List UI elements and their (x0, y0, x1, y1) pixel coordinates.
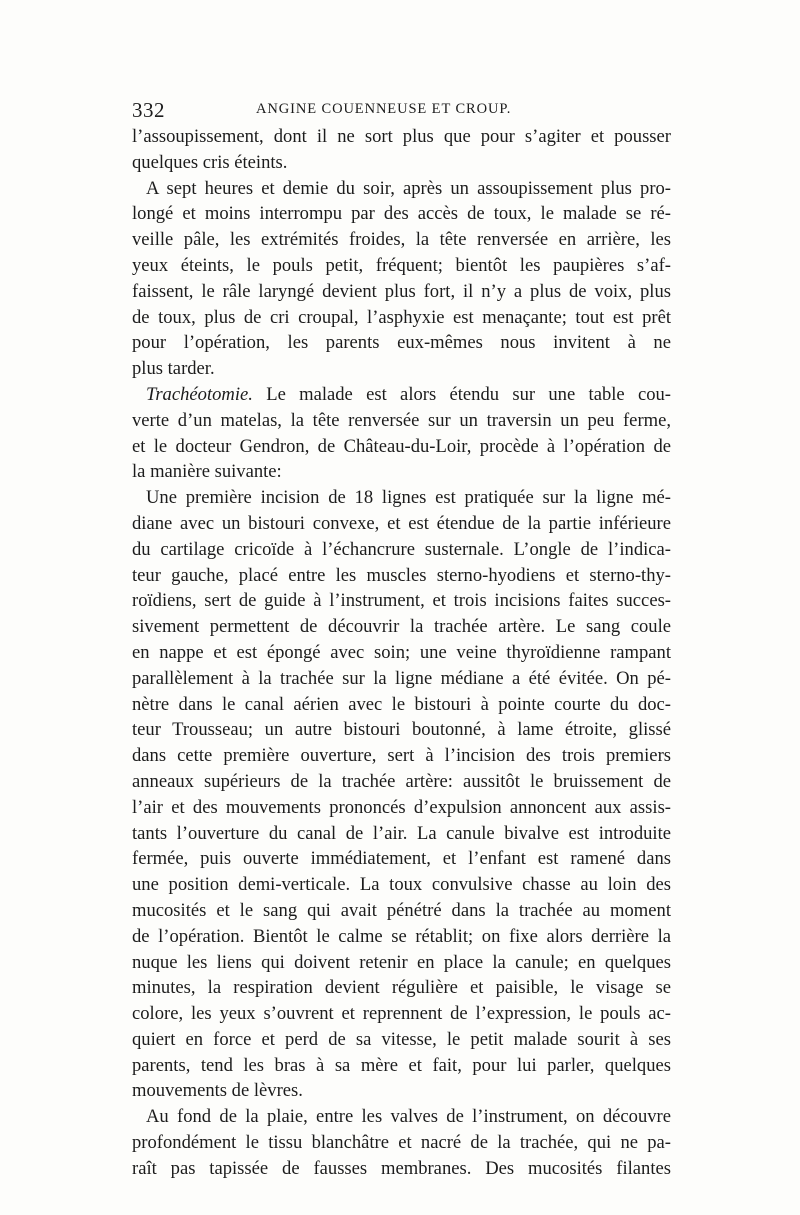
text-line: tants l’ouverture du canal de l’air. La canule bivalve est introduite (132, 822, 671, 844)
text-line: sivement permettent de découvrir la trachée artère. Le sang coule (132, 616, 671, 638)
body-text (132, 124, 671, 1182)
text-line: minutes, la respiration devient régulière et paisible, le visage se (132, 977, 671, 999)
text-line: parallèlement à la trachée sur la ligne médiane a été évitée. On pé- (132, 667, 671, 689)
text-line: l’assoupissement, dont il ne sort plus que pour s’agiter et pousser (132, 126, 671, 147)
text-line: verte d’un matelas, la tête renversée sur un traversin un peu ferme, (132, 409, 671, 431)
text-line: de l’opération. Bientôt le calme se rétablit; on fixe alors derrière la (132, 925, 671, 947)
text-line: yeux éteints, le pouls petit, fréquent; bientôt les paupières s’af- (132, 254, 671, 276)
text-line: l’air et des mouvements prononcés d’expulsion annoncent aux assis- (132, 796, 671, 818)
text-line: pour l’opération, les parents eux-mêmes nous invitent à ne (132, 332, 671, 354)
text-line: la manière suivante: (132, 461, 282, 483)
page-header (132, 98, 672, 124)
text-line: nètre dans le canal aérien avec le bistouri à pointe courte du doc- (132, 693, 671, 715)
text-line: A sept heures et demie du soir, après un assoupissement plus pro- (146, 177, 671, 199)
page-number: 332 (132, 98, 165, 122)
text-line: Au fond de la plaie, entre les valves de l’instrument, on découvre (146, 1106, 671, 1128)
text-line: parents, tend les bras à sa mère et fait, pour lui parler, quelques (132, 1054, 671, 1076)
text-line: une position demi-verticale. La toux convulsive chasse au loin des (132, 874, 671, 896)
text-line: et le docteur Gendron, de Château-du-Loir, procède à l’opération de (132, 435, 671, 457)
text-line: fermée, puis ouverte immédiatement, et l’enfant est ramené dans (132, 848, 671, 870)
text-line (132, 382, 671, 408)
running-title: ANGINE COUENNEUSE ET CROUP. (256, 101, 512, 117)
text-line: teur Trousseau; un autre bistouri boutonné, à lame étroite, glissé (132, 719, 671, 741)
text-line: quelques cris éteints. (132, 151, 288, 173)
text-line: mouvements de lèvres. (132, 1080, 303, 1102)
text-line: anneaux supérieurs de la trachée artère: aussitôt le bruissement de (132, 770, 671, 792)
text-line: veille pâle, les extrémités froides, la tête renversée en arrière, les (132, 229, 671, 251)
text-line: teur gauche, placé entre les muscles sterno-hyodiens et sterno-thy- (132, 564, 671, 586)
text-line: dans cette première ouverture, sert à l’incision des trois premiers (132, 745, 671, 767)
text-line: quiert en force et perd de sa vitesse, le petit malade sourit à ses (132, 1028, 671, 1050)
text-line: plus tarder. (132, 358, 215, 380)
text-line-rest: Le malade est alors étendu sur une table cou- (266, 383, 671, 405)
text-line: en nappe et est épongé avec soin; une veine thyroïdienne rampant (132, 641, 671, 663)
italic-term: Trachéotomie. (146, 383, 253, 405)
text-line: longé et moins interrompu par des accès de toux, le malade se ré- (132, 203, 671, 225)
text-line: raît pas tapissée de fausses membranes. Des mucosités filantes (132, 1157, 671, 1179)
text-line: roïdiens, sert de guide à l’instrument, et trois incisions faites succes- (132, 590, 671, 612)
text-line: colore, les yeux s’ouvrent et reprennent de l’expression, le pouls ac- (132, 1003, 671, 1025)
text-line: de toux, plus de cri croupal, l’asphyxie est menaçante; tout est prêt (132, 306, 671, 328)
text-line: profondément le tissu blanchâtre et nacré de la trachée, qui ne pa- (132, 1132, 671, 1154)
text-line: nuque les liens qui doivent retenir en place la canule; en quelques (132, 951, 671, 973)
text-line: du cartilage cricoïde à l’échancrure susternale. L’ongle de l’indica- (132, 538, 671, 560)
text-line: mucosités et le sang qui avait pénétré dans la trachée au moment (132, 899, 671, 921)
text-line: diane avec un bistouri convexe, et est étendue de la partie inférieure (132, 512, 671, 534)
text-line: faissent, le râle laryngé devient plus fort, il n’y a plus de voix, plus (132, 280, 671, 302)
text-line: Une première incision de 18 lignes est pratiquée sur la ligne mé- (146, 487, 671, 509)
